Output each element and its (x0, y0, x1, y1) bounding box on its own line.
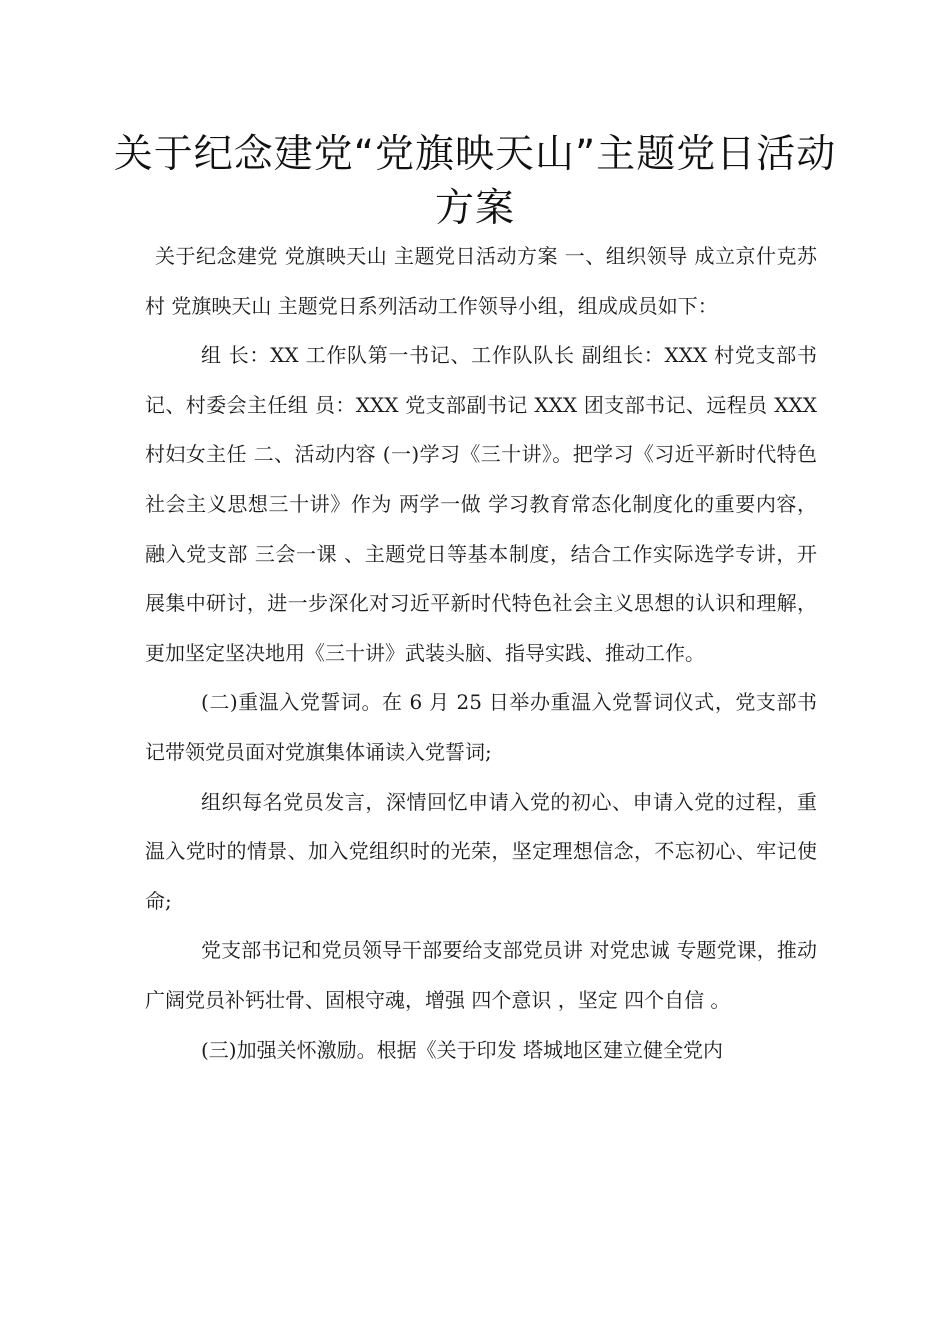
document-title: 关于纪念建党“党旗映天山”主题党日活动方案 (113, 132, 837, 231)
paragraph-intro: 关于纪念建党 党旗映天山 主题党日活动方案 一、组织领导 成立京什克苏村 党旗映天山 主题党日系列活动工作领导小组，组成成员如下： (145, 244, 817, 318)
paragraph-care: (三)加强关怀激励。根据《关于印发 塔城地区建立健全党内 (201, 1037, 723, 1062)
paragraph-organization: 组 长：XX 工作队第一书记、工作队队长 副组长：XXX 村党支部书记、村委会主任组 员：XXX 党支部副书记 XXX 团支部书记、远程员 XXX 村妇女主任 二、活动内容 (一)学习《三十讲》。把学习《习近平新时代特色社会主义思想三十讲》作为 两学一做 学习教育常态化制度化的重要内容，融入党支部 三会一课 、主题党日等基本制度，结合工作实际选学专讲，开展集中研讨，进一步深化对习近平新时代特色社会主义思想的认识和理解，更加坚定坚决地用《三十讲》武装头脑、指导实践、推动工作。 (145, 343, 817, 665)
paragraph-oath: (二)重温入党誓词。在 6 月 25 日举办重温入党誓词仪式，党支部书记带领党员面对党旗集体诵读入党誓词; (145, 690, 817, 764)
paragraph-party-lesson: 党支部书记和党员领导干部要给支部党员讲 对党忠诚 专题党课，推动广阔党员补钙壮骨、固根守魂，增强 四个意识 ，坚定 四个自信 。 (145, 938, 817, 1012)
document-body (145, 232, 817, 1075)
paragraph-speech: 组织每名党员发言，深情回忆申请入党的初心、申请入党的过程，重温入党时的情景、加入党组织时的光荣，坚定理想信念，不忘初心、牢记使命; (145, 789, 817, 913)
